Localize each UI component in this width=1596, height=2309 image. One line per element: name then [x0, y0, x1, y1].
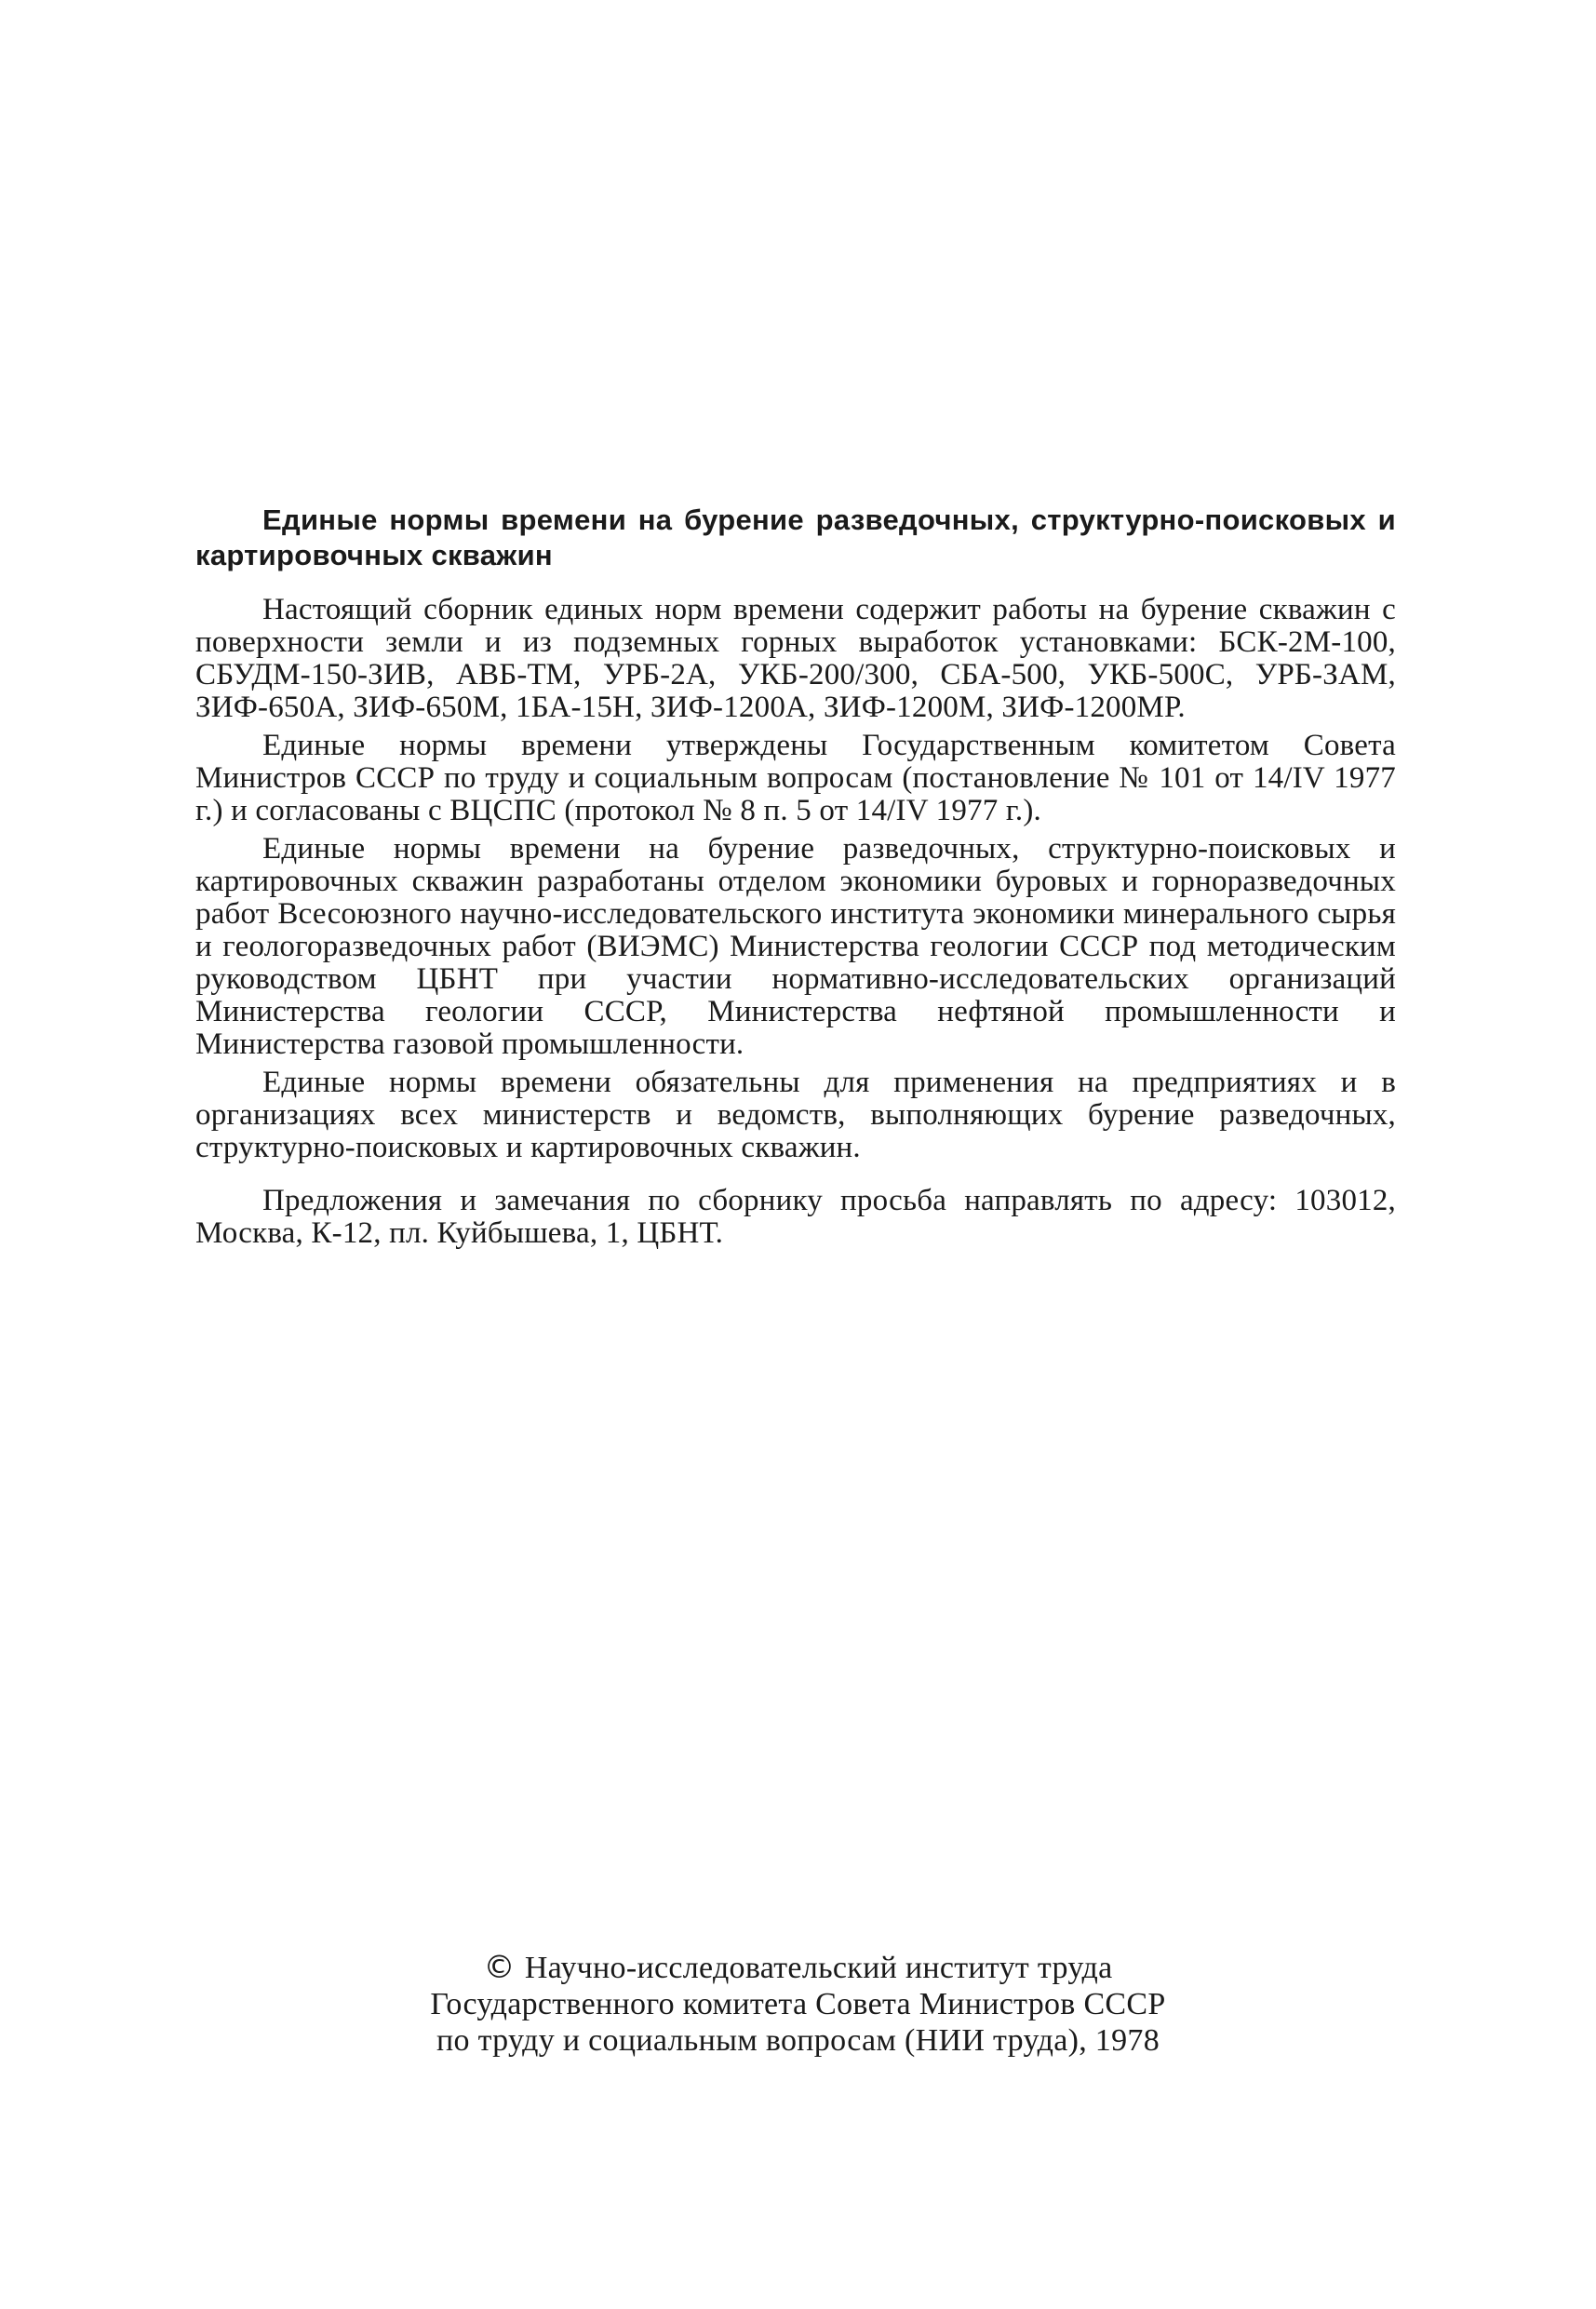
copyright-institute: Научно-исследовательский институт труда — [524, 1951, 1113, 1985]
paragraph-developers: Единые нормы времени на бурение разведочных, структурно-поисковых и картировочных скважин разработаны отделом экономики буровых и горноразведочных работ Всесоюзного научно-исследовательского института экономики минерального сырья и геологоразведочных работ (ВИЭМС) Министерства геологии СССР под методическим руководством ЦБНТ при участии нормативно-исследовательских организаций Министерства геологии СССР, Министерства нефтяной промышленности и Министерства газовой промышленности. — [195, 832, 1396, 1061]
paragraph-obligation: Единые нормы времени обязательны для применения на предприятиях и в организациях всех министерств и ведомств, выполняющих бурение разведочных, структурно-поисковых и картировочных скважин. — [195, 1066, 1396, 1164]
copyright-line-3: по труду и социальным вопросам (НИИ труда), 1978 — [436, 2023, 1160, 2058]
document-title: Единые нормы времени на бурение разведочных, структурно-поисковых и картировочных скважин — [195, 503, 1396, 571]
copyright-symbol: © — [483, 1949, 516, 1986]
copyright-line-2: Государственного комитета Совета Министров СССР — [430, 1987, 1166, 2021]
document-body — [195, 503, 1396, 1255]
paragraph-scope: Настоящий сборник единых норм времени содержит работы на бурение скважин с поверхности земли и из подземных горных выработок установками: БСК-2М-100, СБУДМ-150-ЗИВ, АВБ-ТМ, УРБ-2А, УКБ-200/300, СБА-500, УКБ-500С, УРБ-ЗАМ, ЗИФ-650А, ЗИФ-650М, 1БА-15Н, ЗИФ-1200А, ЗИФ-1200М, ЗИФ-1200МР. — [195, 593, 1396, 724]
copyright-block — [279, 1950, 1317, 2059]
paragraph-contact: Предложения и замечания по сборнику просьба направлять по адресу: 103012, Москва, К-12, пл. Куйбышева, 1, ЦБНТ. — [195, 1184, 1396, 1250]
copyright-line-1 — [279, 1950, 1317, 1986]
paragraph-approval: Единые нормы времени утверждены Государственным комитетом Совета Министров СССР по труду и социальным вопросам (постановление № 101 от 14/IV 1977 г.) и согласованы с ВЦСПС (протокол № 8 п. 5 от 14/IV 1977 г.). — [195, 729, 1396, 827]
